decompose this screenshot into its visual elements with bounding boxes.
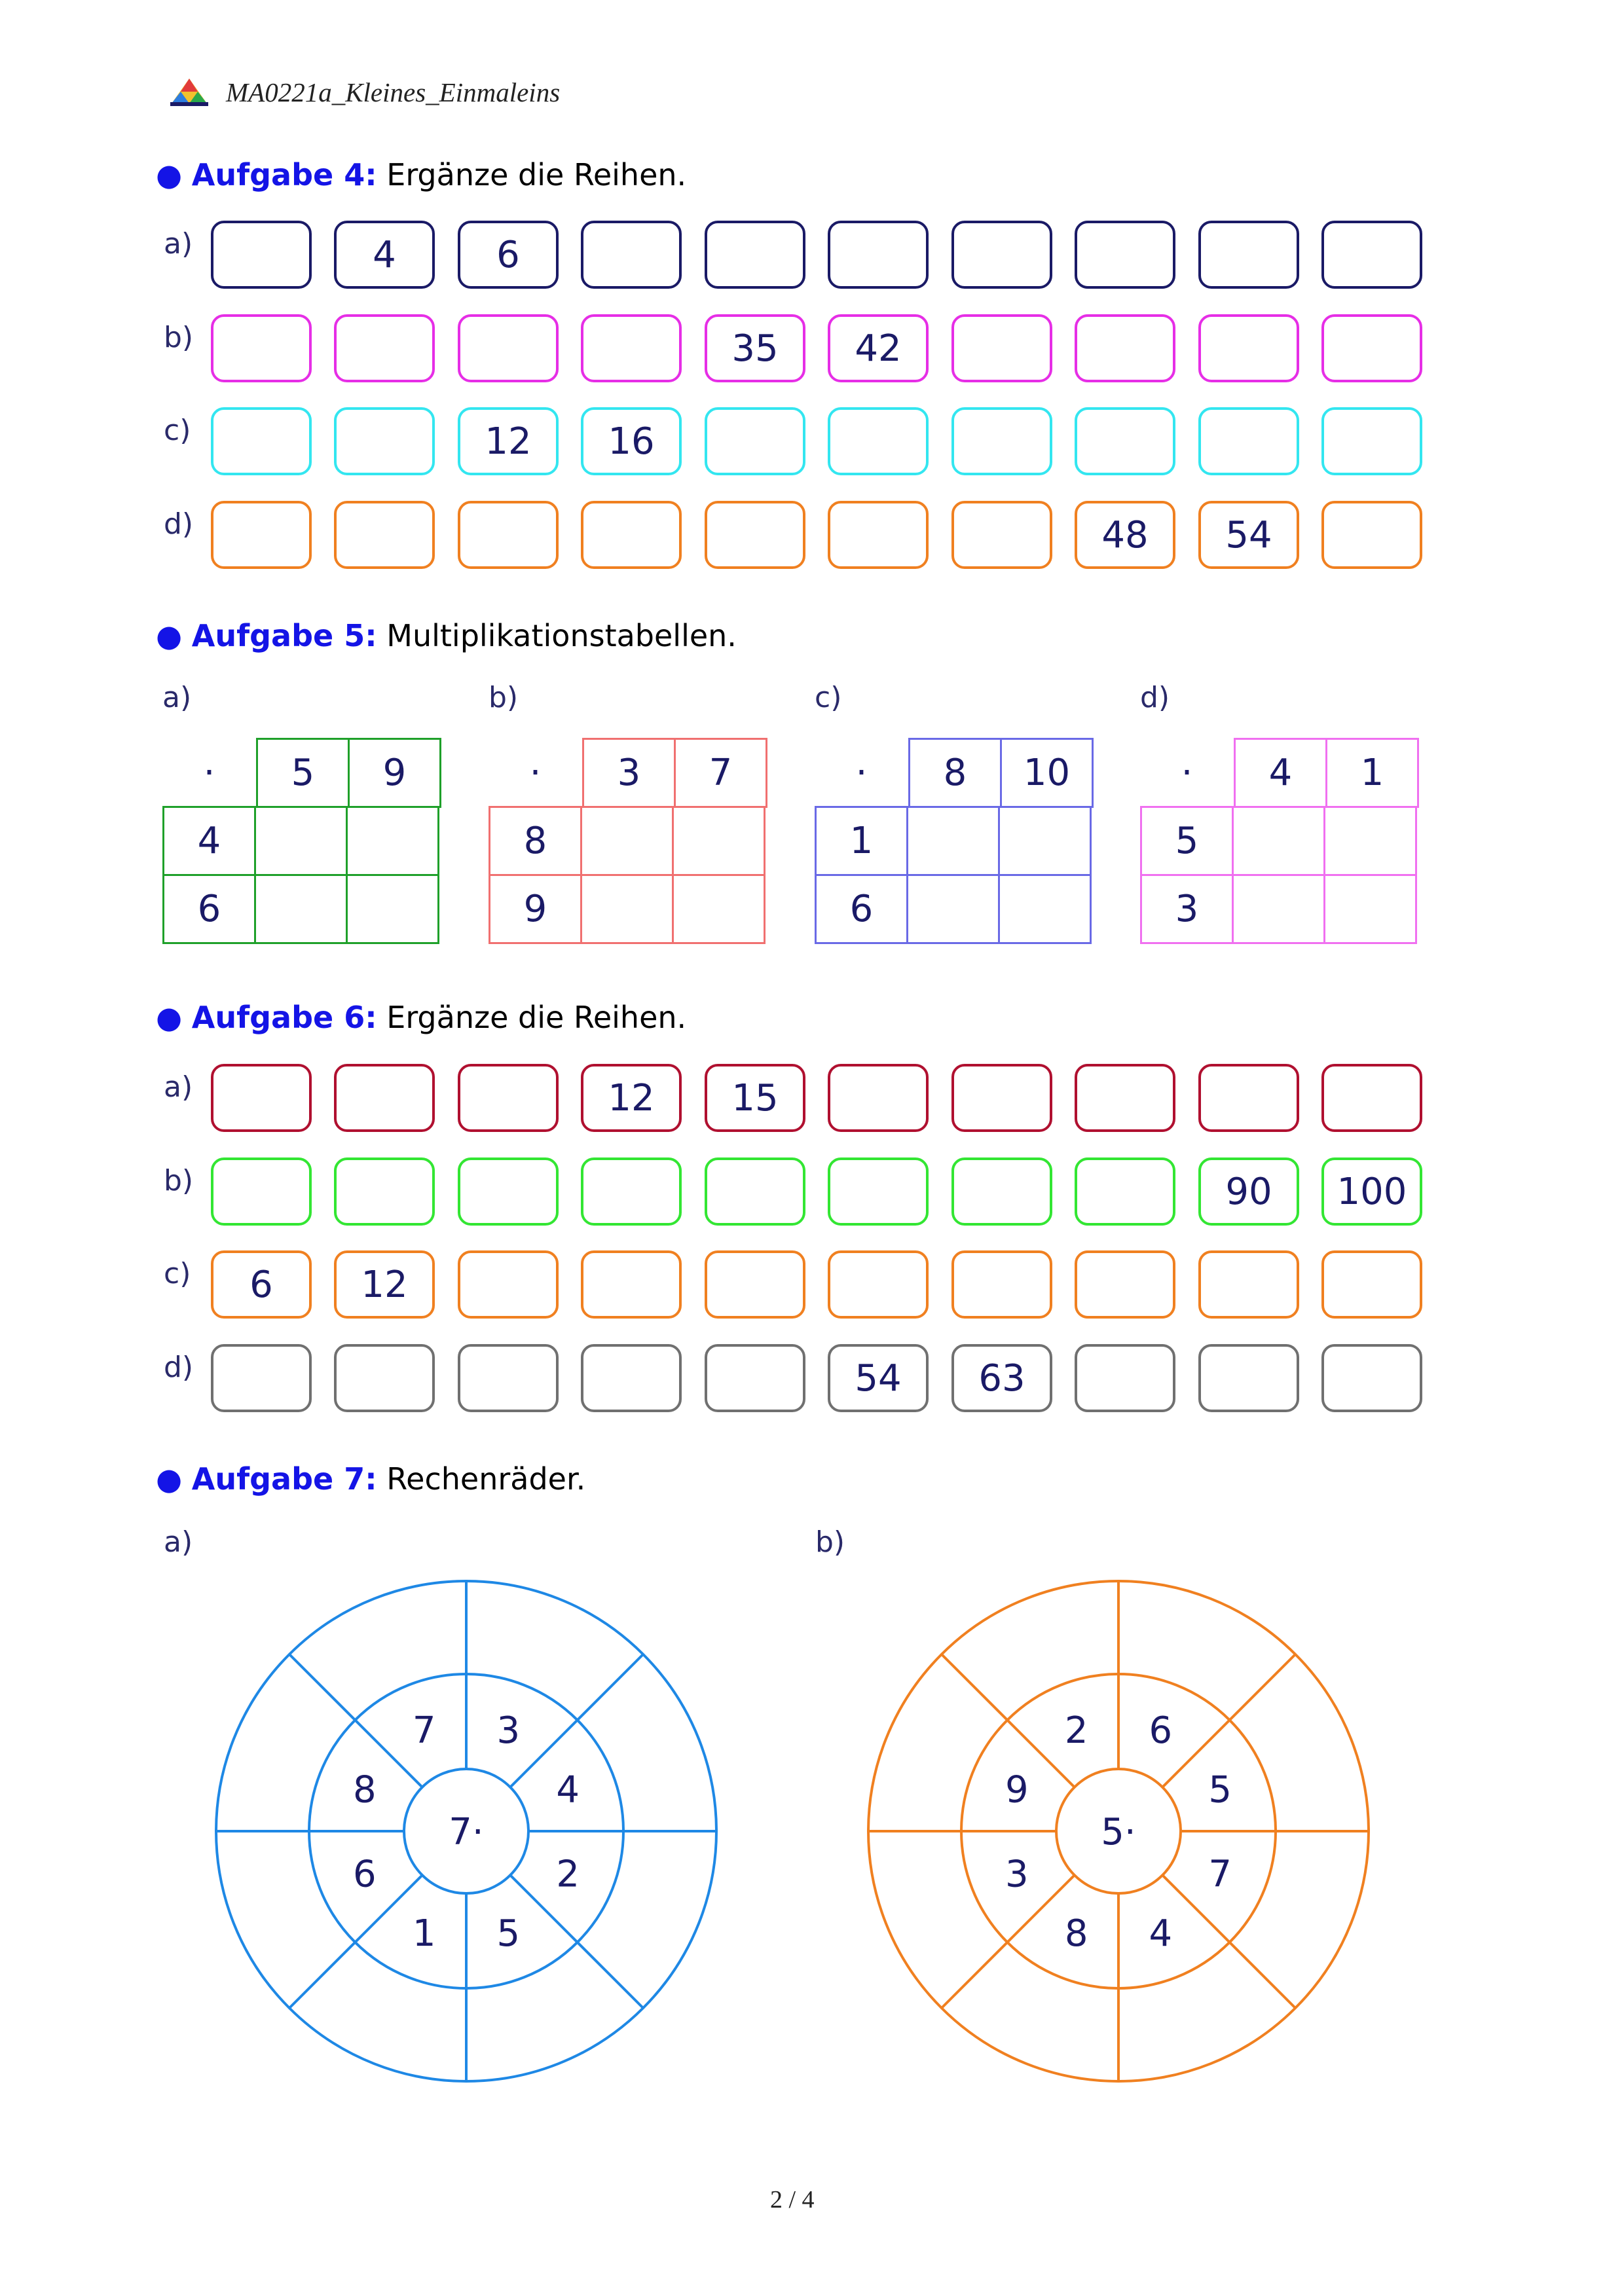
task4-answer-box: 4: [334, 221, 435, 289]
task6-answer-box: 6: [211, 1250, 312, 1319]
table-row-header: 5: [1140, 806, 1234, 876]
task4-answer-box: 42: [828, 314, 929, 382]
table-column-header: 9: [348, 738, 441, 808]
wheel-answer-field[interactable]: [619, 1717, 691, 1789]
wheel-number: 2: [556, 1853, 580, 1896]
wheel-number: 8: [1064, 1912, 1088, 1956]
wheel-answer-field[interactable]: [508, 1984, 580, 2056]
wheel-number: 7: [1208, 1853, 1232, 1896]
worksheet-title: MA0221a_Kleines_Einmaleins: [226, 77, 561, 107]
wheel-answer-field[interactable]: [1160, 1984, 1232, 2056]
wheel-center-factor: 7·: [449, 1811, 484, 1853]
wheel-number: 2: [1064, 1709, 1088, 1752]
calculation-wheel: [216, 1581, 716, 2081]
wheel-number: 5: [496, 1912, 521, 1956]
wheel-answer-field[interactable]: [1005, 1607, 1077, 1679]
table-operator: ·: [1181, 752, 1193, 794]
table-operator: ·: [203, 752, 215, 794]
wheel-answer-field[interactable]: [894, 1873, 966, 1945]
task6-answer-box: 90: [1198, 1157, 1299, 1226]
table-column-header: 5: [256, 738, 350, 808]
task5-text: Multiplikationstabellen.: [386, 618, 737, 653]
wheel-center-factor: 5·: [1101, 1811, 1136, 1853]
wheel-number: 6: [352, 1853, 377, 1896]
task4-answer-box: 48: [1075, 501, 1175, 569]
page-number: 2 / 4: [770, 2186, 815, 2214]
wheel-answer-field[interactable]: [894, 1717, 966, 1789]
task6-answer-box: 12: [334, 1250, 435, 1319]
table-column-header: 4: [1234, 738, 1327, 808]
table-label: a): [162, 681, 192, 714]
wheel-number: 4: [556, 1768, 580, 1812]
table-row-header: 4: [162, 806, 256, 876]
table-row-header: 8: [489, 806, 582, 876]
wheel-answer-field[interactable]: [352, 1607, 424, 1679]
table-label: c): [815, 681, 842, 714]
wheel-a-label: a): [164, 1525, 193, 1559]
task4-answer-box: 12: [458, 407, 559, 475]
wheel-number: 4: [1149, 1912, 1173, 1956]
calculation-wheel: [868, 1581, 1369, 2081]
wheel-number: 5: [1208, 1768, 1232, 1812]
wheel-b-label: b): [815, 1525, 845, 1559]
table-column-header: 3: [582, 738, 676, 808]
task7-label: Aufgabe 7:: [191, 1461, 377, 1497]
wheel-answer-field[interactable]: [1271, 1717, 1343, 1789]
task4-text: Ergänze die Reihen.: [386, 157, 687, 192]
task4-answer-box: 6: [458, 221, 559, 289]
task4-row-label: b): [164, 321, 194, 354]
wheel-number: 9: [1005, 1768, 1029, 1812]
task6-text: Ergänze die Reihen.: [386, 1000, 687, 1035]
wheel-number: 6: [1149, 1709, 1173, 1752]
task7-text: Rechenräder.: [386, 1461, 586, 1497]
task6-row-label: b): [164, 1164, 194, 1197]
task6-answer-box: 15: [705, 1064, 805, 1132]
wheel-answer-field[interactable]: [1160, 1607, 1232, 1679]
task4-label: Aufgabe 4:: [191, 157, 377, 192]
table-row-header: 9: [489, 874, 582, 944]
wheel-answer-field[interactable]: [508, 1607, 580, 1679]
task6-answer-box: 54: [828, 1344, 929, 1412]
table-label: d): [1140, 681, 1170, 714]
task6-bullet: ●: [156, 1000, 183, 1035]
table-column-header: 1: [1325, 738, 1419, 808]
task4-answer-box: 16: [581, 407, 682, 475]
wheel-answer-field[interactable]: [242, 1873, 314, 1945]
table-operator: ·: [855, 752, 868, 794]
task4-row-label: c): [164, 414, 191, 447]
table-row-header: 1: [815, 806, 908, 876]
wheel-answer-field[interactable]: [352, 1984, 424, 2056]
task5-label: Aufgabe 5:: [191, 618, 377, 653]
task6-answer-box: 12: [581, 1064, 682, 1132]
task4-row-label: d): [164, 507, 194, 541]
wheel-answer-field[interactable]: [1005, 1984, 1077, 2056]
task7-bullet: ●: [156, 1461, 183, 1497]
wheel-number: 8: [352, 1768, 377, 1812]
task6-answer-box: 100: [1321, 1157, 1422, 1226]
task4-answer-box: 54: [1198, 501, 1299, 569]
table-row-header: 6: [162, 874, 256, 944]
table-operator: ·: [529, 752, 542, 794]
task4-row-label: a): [164, 227, 193, 261]
wheel-answer-field[interactable]: [242, 1717, 314, 1789]
table-column-header: 7: [674, 738, 767, 808]
task6-label: Aufgabe 6:: [191, 1000, 377, 1035]
wheel-number: 3: [496, 1709, 521, 1752]
table-row-header: 3: [1140, 874, 1234, 944]
wheel-number: 1: [412, 1912, 436, 1956]
wheel-answer-field[interactable]: [1271, 1873, 1343, 1945]
table-column-header: 8: [908, 738, 1002, 808]
task4-answer-box: 35: [705, 314, 805, 382]
task5-bullet: ●: [156, 618, 183, 653]
table-row-header: 6: [815, 874, 908, 944]
task4-bullet: ●: [156, 157, 183, 192]
table-label: b): [489, 681, 519, 714]
wheel-number: 7: [412, 1709, 436, 1752]
task6-row-label: c): [164, 1257, 191, 1290]
task6-row-label: d): [164, 1351, 194, 1384]
wheel-number: 3: [1005, 1853, 1029, 1896]
table-column-header: 10: [1000, 738, 1094, 808]
wheel-answer-field[interactable]: [619, 1873, 691, 1945]
task6-answer-box: 63: [951, 1344, 1052, 1412]
task6-row-label: a): [164, 1070, 193, 1104]
